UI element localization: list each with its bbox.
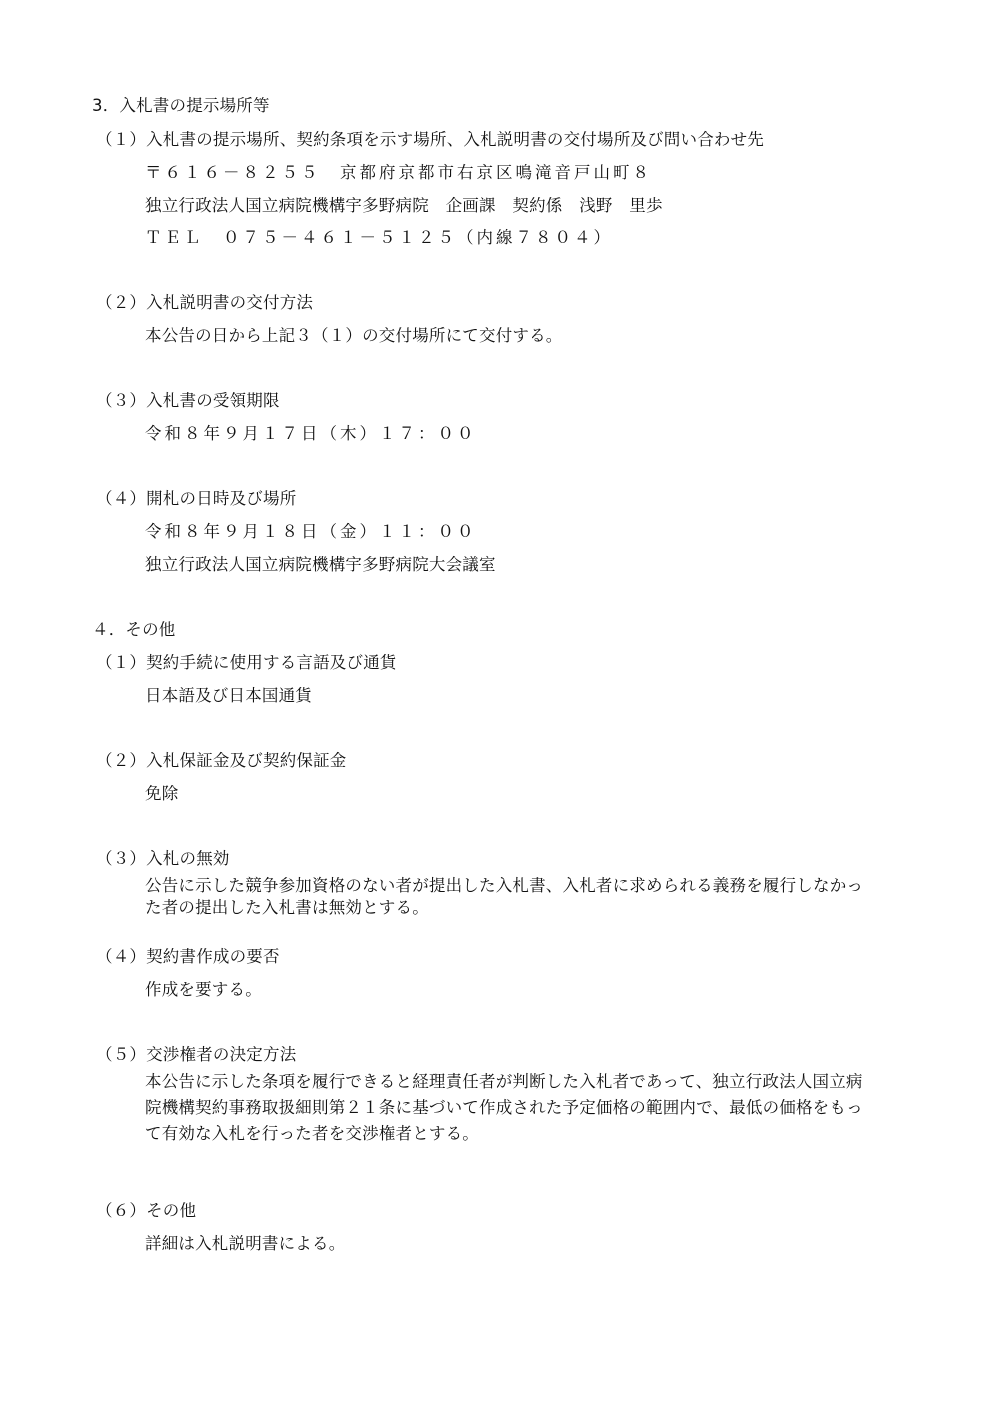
item-4-1-title: （１）契約手続に使用する言語及び通貨 xyxy=(96,653,397,672)
item-4-3-line1: 公告に示した競争参加資格のない者が提出した入札書、入札者に求められる義務を履行しなかっ xyxy=(145,876,864,895)
item-3-2-title: （２）入札説明書の交付方法 xyxy=(96,293,314,312)
item-4-2-body: 免除 xyxy=(145,784,179,803)
section-3-heading: 3．入札書の提示場所等 xyxy=(92,96,270,115)
item-3-3-title: （３）入札書の受領期限 xyxy=(96,391,280,410)
item-4-4-body: 作成を要する。 xyxy=(145,980,262,999)
item-4-2-title: （２）入札保証金及び契約保証金 xyxy=(96,751,347,770)
item-4-3-line2: た者の提出した入札書は無効とする。 xyxy=(145,898,429,917)
item-4-6-title: （６）その他 xyxy=(96,1201,197,1220)
item-3-4-title: （４）開札の日時及び場所 xyxy=(96,489,297,508)
item-4-3-title: （３）入札の無効 xyxy=(96,849,230,868)
item-3-1-tel: ＴＥＬ ０７５－４６１－５１２５（内線７８０４） xyxy=(145,228,613,247)
item-4-6-body: 詳細は入札説明書による。 xyxy=(145,1234,346,1253)
item-3-1-contact: 独立行政法人国立病院機構宇多野病院 企画課 契約係 浅野 里歩 xyxy=(145,196,663,215)
item-3-2-body: 本公告の日から上記３（１）の交付場所にて交付する。 xyxy=(145,326,563,345)
section-4-heading: ４．その他 xyxy=(92,620,176,639)
item-3-4-datetime: 令和８年９月１８日（金）１１：００ xyxy=(145,522,477,541)
item-3-4-place: 独立行政法人国立病院機構宇多野病院大会議室 xyxy=(145,555,496,574)
item-3-1-title: （１）入札書の提示場所、契約条項を示す場所、入札説明書の交付場所及び問い合わせ先 xyxy=(96,130,765,149)
item-4-1-body: 日本語及び日本国通貨 xyxy=(145,686,312,705)
item-3-1-address: 〒６１６－８２５５ 京都府京都市右京区鳴滝音戸山町８ xyxy=(145,163,652,182)
item-4-5-line2: 院機構契約事務取扱細則第２１条に基づいて作成された予定価格の範囲内で、最低の価格をもっ xyxy=(145,1098,863,1117)
item-3-3-body: 令和８年９月１７日（木）１７：００ xyxy=(145,424,477,443)
item-4-5-line1: 本公告に示した条項を履行できると経理責任者が判断した入札者であって、独立行政法人国立病 xyxy=(145,1072,863,1091)
item-4-5-title: （５）交渉権者の決定方法 xyxy=(96,1045,297,1064)
item-4-5-line3: て有効な入札を行った者を交渉権者とする。 xyxy=(145,1124,479,1143)
item-4-4-title: （４）契約書作成の要否 xyxy=(96,947,280,966)
